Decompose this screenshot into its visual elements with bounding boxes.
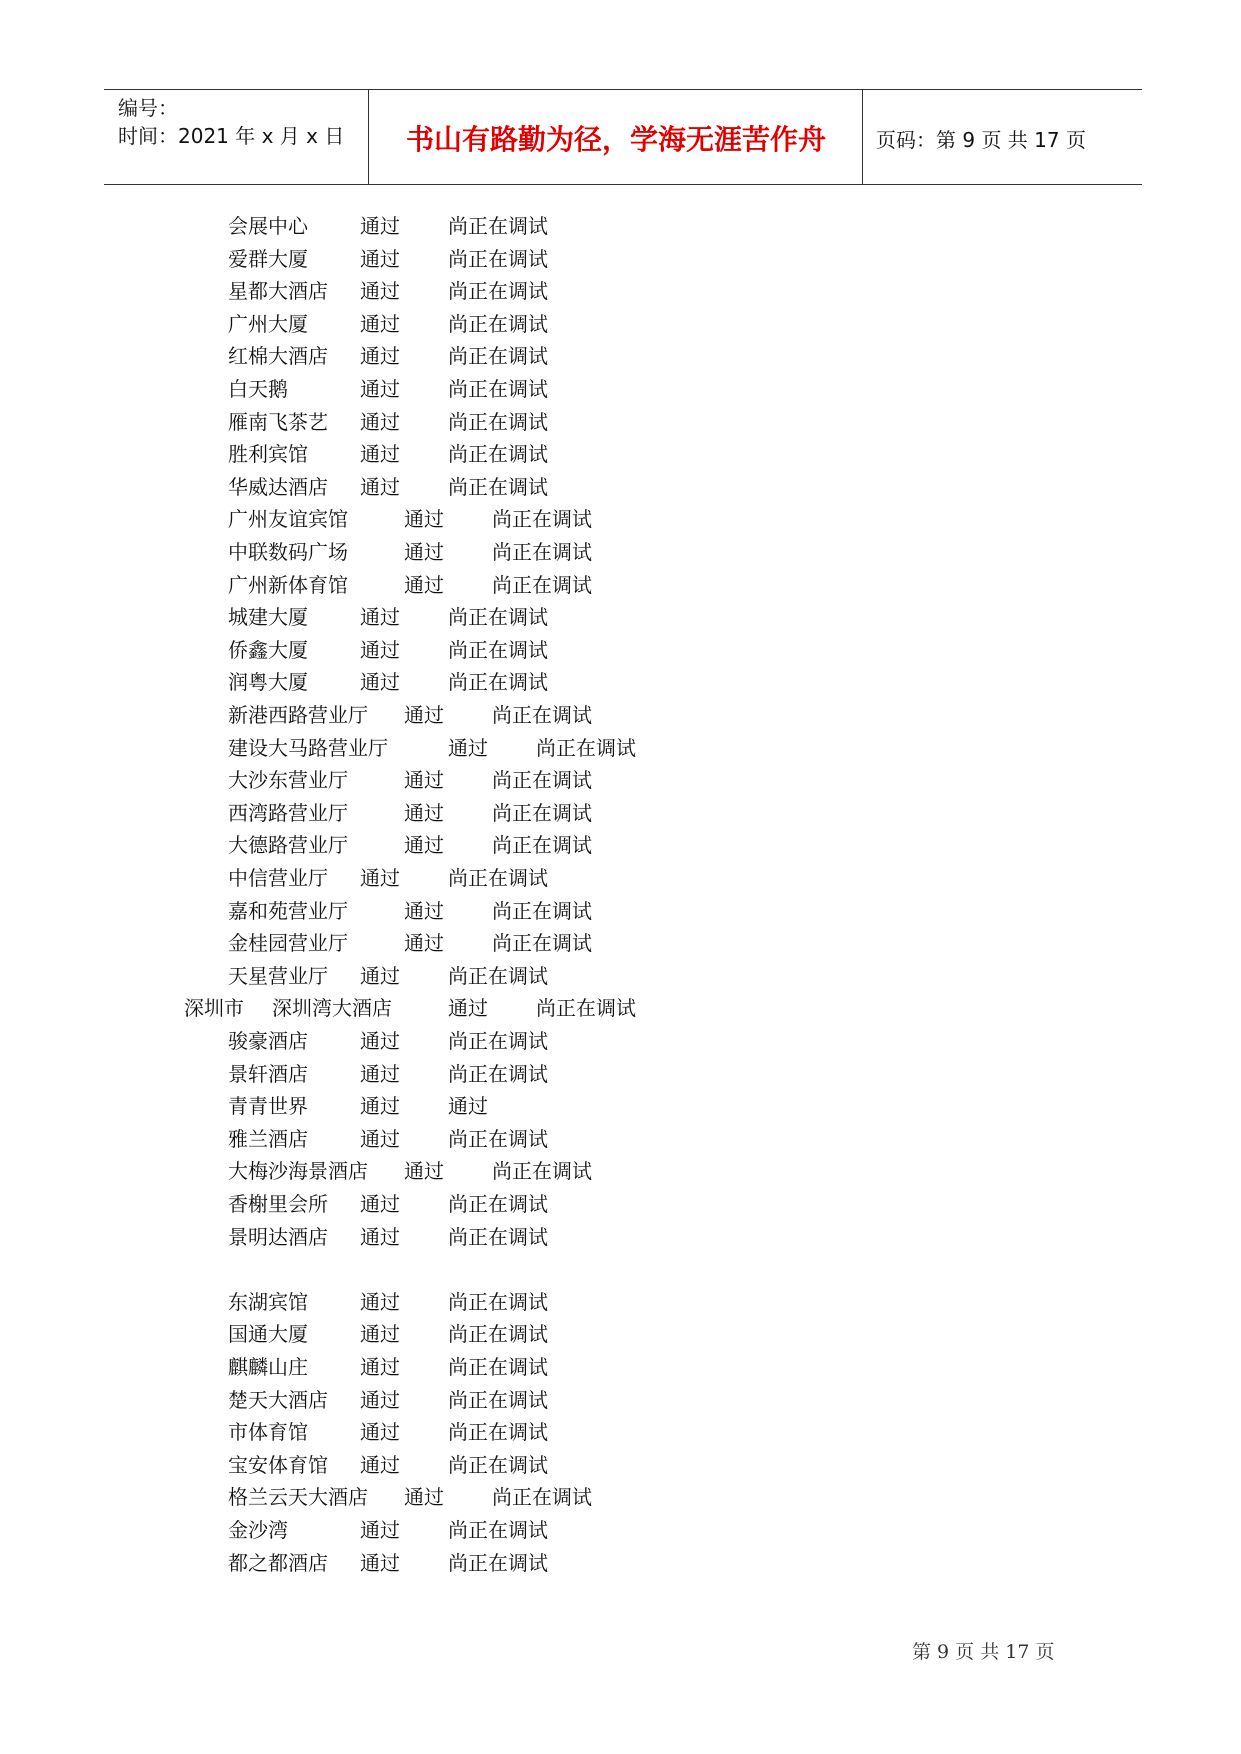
status-text: 尚正在调试: [448, 377, 548, 401]
venue-name: 麒麟山庄: [228, 1355, 308, 1379]
venue-name: 深圳湾大酒店: [272, 996, 392, 1021]
list-item: [0, 1286, 1241, 1318]
venue-name: 国通大厦: [228, 1322, 308, 1347]
test-result: 通过: [360, 1387, 400, 1412]
status-text: 通过: [448, 1094, 488, 1119]
venue-name: 骏豪酒店: [228, 1029, 308, 1053]
header-motto: 书山有路勤为径，学海无涯苦作舟: [405, 123, 826, 156]
list-item: [0, 438, 1241, 470]
venue-name: 金沙湾: [228, 1518, 288, 1542]
header-page-label: 页码：第 9 页 共 17 页: [876, 128, 1086, 152]
list-item: [0, 992, 1241, 1024]
test-result: 通过: [360, 1550, 400, 1575]
list-item: [0, 666, 1241, 698]
list-item: [0, 1449, 1241, 1481]
test-result: 通过: [360, 344, 400, 369]
list-item: [0, 732, 1241, 764]
list-item: [0, 1025, 1241, 1057]
list-item: [0, 503, 1241, 535]
list-item: [0, 406, 1241, 438]
test-result: 通过: [404, 833, 444, 858]
venue-name: 格兰云天大酒店: [228, 1485, 368, 1510]
status-text: 尚正在调试: [448, 1126, 548, 1151]
list-item: [0, 243, 1241, 275]
status-text: 尚正在调试: [448, 1550, 548, 1575]
list-item: [0, 1514, 1241, 1546]
list-item: [0, 373, 1241, 405]
test-result: 通过: [404, 540, 444, 564]
list-item: [0, 1318, 1241, 1350]
list-item: [0, 536, 1241, 568]
list-item: [0, 1351, 1241, 1383]
test-result: 通过: [360, 1029, 400, 1053]
status-text: 尚正在调试: [492, 703, 592, 727]
venue-name: 大德路营业厅: [228, 833, 348, 858]
list-item: [0, 1188, 1241, 1220]
list-item: [0, 895, 1241, 927]
list-item: [0, 1155, 1241, 1187]
venue-name: 中信营业厅: [228, 866, 328, 890]
status-text: 尚正在调试: [448, 1518, 548, 1542]
list-item: [0, 308, 1241, 340]
list-item: [0, 797, 1241, 829]
test-result: 通过: [360, 1126, 400, 1151]
test-result: 通过: [360, 1061, 400, 1086]
status-text: 尚正在调试: [448, 442, 548, 467]
venue-name: 楚天大酒店: [228, 1387, 328, 1412]
status-text: 尚正在调试: [448, 1192, 548, 1216]
status-text: 尚正在调试: [448, 311, 548, 336]
status-text: 尚正在调试: [492, 1159, 592, 1184]
document-time-label: 时间：2021 年 x 月 x 日: [118, 124, 345, 148]
venue-name: 金桂园营业厅: [228, 931, 348, 956]
list-item: [0, 1481, 1241, 1513]
status-text: 尚正在调试: [448, 1224, 548, 1249]
test-result: 通过: [360, 963, 400, 988]
status-text: 尚正在调试: [492, 507, 592, 532]
list-item: [0, 471, 1241, 503]
venue-name: 侨鑫大厦: [228, 637, 308, 662]
venue-name: 都之都酒店: [228, 1550, 328, 1575]
test-result: 通过: [404, 1159, 444, 1184]
venue-name: 广州新体育馆: [228, 572, 348, 597]
venue-name: 景明达酒店: [228, 1224, 328, 1249]
list-item: [0, 862, 1241, 894]
list-item: [0, 569, 1241, 601]
venue-name: 雁南飞茶艺: [228, 409, 328, 434]
status-text: 尚正在调试: [536, 735, 636, 760]
venue-name: 广州大厦: [228, 311, 308, 336]
venue-name: 会展中心: [228, 214, 308, 238]
test-result: 通过: [448, 735, 488, 760]
venue-name: 红棉大酒店: [228, 344, 328, 369]
page-footer: 第 9 页 共 17 页: [912, 1641, 1055, 1663]
test-result: 通过: [404, 768, 444, 793]
test-result: 通过: [404, 800, 444, 825]
list-item: [0, 1547, 1241, 1579]
status-text: 尚正在调试: [448, 1322, 548, 1347]
list-item: [0, 275, 1241, 307]
test-result: 通过: [404, 572, 444, 597]
venue-name: 城建大厦: [228, 605, 308, 630]
venue-name: 大梅沙海景酒店: [228, 1159, 368, 1184]
status-text: 尚正在调试: [448, 474, 548, 499]
venue-name: 嘉和苑营业厅: [228, 898, 348, 923]
list-item: [0, 1058, 1241, 1090]
list-item: [0, 927, 1241, 959]
venue-name: 东湖宾馆: [228, 1289, 308, 1314]
status-text: 尚正在调试: [536, 996, 636, 1021]
test-result: 通过: [360, 377, 400, 401]
list-item: [0, 1123, 1241, 1155]
venue-name: 大沙东营业厅: [228, 768, 348, 793]
list-item: [0, 764, 1241, 796]
test-result: 通过: [360, 1322, 400, 1347]
venue-name: 胜利宾馆: [228, 442, 308, 467]
test-result: 通过: [404, 898, 444, 923]
page-header: [104, 89, 1142, 185]
test-result: 通过: [360, 670, 400, 695]
status-text: 尚正在调试: [492, 540, 592, 564]
test-result: 通过: [360, 311, 400, 336]
test-result: 通过: [360, 246, 400, 271]
list-item: [0, 699, 1241, 731]
status-text: 尚正在调试: [448, 246, 548, 271]
list-item: [0, 634, 1241, 666]
test-result: 通过: [360, 1192, 400, 1216]
test-result: 通过: [448, 996, 488, 1021]
list-item: [0, 1090, 1241, 1122]
status-text: 尚正在调试: [448, 963, 548, 988]
status-text: 尚正在调试: [448, 605, 548, 630]
header-motto-cell: [370, 90, 863, 184]
status-text: 尚正在调试: [492, 833, 592, 858]
status-text: 尚正在调试: [448, 637, 548, 662]
list-item: [0, 340, 1241, 372]
status-text: 尚正在调试: [448, 279, 548, 304]
document-number-label: 编号：: [118, 96, 178, 120]
status-text: 尚正在调试: [448, 1387, 548, 1412]
status-text: 尚正在调试: [492, 800, 592, 825]
header-info-cell: [104, 90, 369, 184]
test-result: 通过: [360, 1289, 400, 1314]
status-text: 尚正在调试: [448, 409, 548, 434]
status-text: 尚正在调试: [492, 1485, 592, 1510]
test-result: 通过: [360, 1518, 400, 1542]
test-result: 通过: [360, 442, 400, 467]
test-result: 通过: [360, 1420, 400, 1445]
venue-name: 中联数码广场: [228, 540, 348, 564]
test-result: 通过: [360, 279, 400, 304]
status-text: 尚正在调试: [448, 1355, 548, 1379]
test-result: 通过: [360, 1355, 400, 1379]
venue-name: 新港西路营业厅: [228, 703, 368, 727]
venue-name: 白天鹅: [228, 377, 288, 401]
test-result: 通过: [360, 1452, 400, 1477]
test-result: 通过: [360, 605, 400, 630]
test-result: 通过: [404, 703, 444, 727]
status-text: 尚正在调试: [448, 670, 548, 695]
status-text: 尚正在调试: [448, 1420, 548, 1445]
test-result: 通过: [360, 214, 400, 238]
test-result: 通过: [360, 866, 400, 890]
test-result: 通过: [360, 474, 400, 499]
status-text: 尚正在调试: [448, 344, 548, 369]
test-result: 通过: [360, 1094, 400, 1119]
list-item: [0, 210, 1241, 242]
test-result: 通过: [360, 409, 400, 434]
list-item: [0, 1221, 1241, 1253]
venue-name: 天星营业厅: [228, 963, 328, 988]
status-text: 尚正在调试: [448, 1289, 548, 1314]
status-text: 尚正在调试: [448, 1061, 548, 1086]
list-item: [0, 1384, 1241, 1416]
test-result: 通过: [360, 637, 400, 662]
venue-name: 爱群大厦: [228, 246, 308, 271]
venue-name: 市体育馆: [228, 1420, 308, 1445]
test-result: 通过: [404, 507, 444, 532]
venue-name: 雅兰酒店: [228, 1126, 308, 1151]
list-item: [0, 601, 1241, 633]
status-text: 尚正在调试: [492, 898, 592, 923]
status-text: 尚正在调试: [448, 1029, 548, 1053]
venue-name: 香榭里会所: [228, 1192, 328, 1216]
status-text: 尚正在调试: [448, 866, 548, 890]
list-item: [0, 1416, 1241, 1448]
venue-name: 广州友谊宾馆: [228, 507, 348, 532]
venue-name: 华威达酒店: [228, 474, 328, 499]
venue-name: 青青世界: [228, 1094, 308, 1119]
venue-name: 建设大马路营业厅: [228, 735, 388, 760]
list-item: [0, 829, 1241, 861]
venue-name: 景轩酒店: [228, 1061, 308, 1086]
status-text: 尚正在调试: [448, 1452, 548, 1477]
venue-name: 西湾路营业厅: [228, 800, 348, 825]
list-item: [0, 960, 1241, 992]
test-result: 通过: [404, 931, 444, 956]
status-text: 尚正在调试: [448, 214, 548, 238]
status-text: 尚正在调试: [492, 931, 592, 956]
status-text: 尚正在调试: [492, 572, 592, 597]
city-label: 深圳市: [184, 996, 244, 1021]
header-page-cell: [864, 90, 1142, 184]
venue-name: 星都大酒店: [228, 279, 328, 304]
test-result: 通过: [404, 1485, 444, 1510]
venue-name: 润粤大厦: [228, 670, 308, 695]
test-result: 通过: [360, 1224, 400, 1249]
venue-name: 宝安体育馆: [228, 1452, 328, 1477]
status-text: 尚正在调试: [492, 768, 592, 793]
